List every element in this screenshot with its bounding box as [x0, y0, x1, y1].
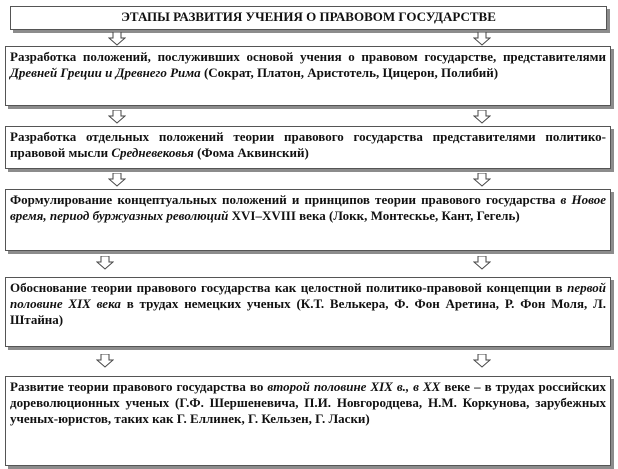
stage-5-authors: веке – в трудах российских дореволюционных ученых (Г.Ф. Шершеневича, П.И. Новгородцева, Н.М. Коркунова, зарубежных ученых-юристов, таких как Г. Еллинек, Г. Кельзен, Г. Ласки): [10, 379, 606, 426]
stage-5-era: второй половине XIX в., в XX: [267, 379, 441, 394]
stage-3-text: Формулирование концептуальных положений и принципов теории правового государства: [10, 192, 561, 207]
stage-2-era: Средневековья: [111, 145, 194, 160]
stage-2-authors: (Фома Аквинский): [193, 145, 309, 160]
down-arrow-icon: [96, 354, 114, 368]
down-arrow-icon: [473, 32, 491, 46]
down-arrow-icon: [108, 32, 126, 46]
stage-4-era: первой половине XIX века: [10, 280, 606, 311]
down-arrow-icon: [473, 173, 491, 187]
down-arrow-icon: [108, 173, 126, 187]
stage-4-box: [5, 277, 611, 347]
down-arrow-icon: [473, 110, 491, 124]
stage-2-text: Разработка отдельных положений теории правового государства представителями политико-правовой мысли: [10, 129, 606, 160]
stage-2-box: [5, 126, 611, 169]
stage-5-box: [5, 376, 611, 466]
stage-3-box: [5, 189, 611, 251]
stage-4-text: Обоснование теории правового государства как целостной политико-правовой концепции в: [10, 280, 568, 295]
down-arrow-icon: [108, 110, 126, 124]
down-arrow-icon: [473, 354, 491, 368]
stage-1-box: [5, 46, 611, 106]
stage-3-era: в Новое время, период буржуазных революций: [10, 192, 606, 223]
down-arrow-icon: [96, 256, 114, 270]
stage-1-authors: (Сократ, Платон, Аристотель, Цицерон, Полибий): [200, 65, 499, 80]
diagram-title: ЭТАПЫ РАЗВИТИЯ УЧЕНИЯ О ПРАВОВОМ ГОСУДАРСТВЕ: [10, 6, 607, 30]
down-arrow-icon: [473, 256, 491, 270]
stage-5-text: Развитие теории правового государства во: [10, 379, 268, 394]
stage-4-authors: в трудах немецких ученых (К.Т. Велькера, Ф. Фон Аретина, Р. Фон Моля, Л. Штайна): [10, 296, 606, 327]
stage-3-authors: XVI–XVIII века (Локк, Монтескье, Кант, Гегель): [228, 208, 520, 223]
stage-1-era: Древней Греции и Древнего Рима: [10, 65, 201, 80]
stage-1-text: Разработка положений, послуживших основой учения о правовом государстве, представителями: [10, 49, 606, 64]
